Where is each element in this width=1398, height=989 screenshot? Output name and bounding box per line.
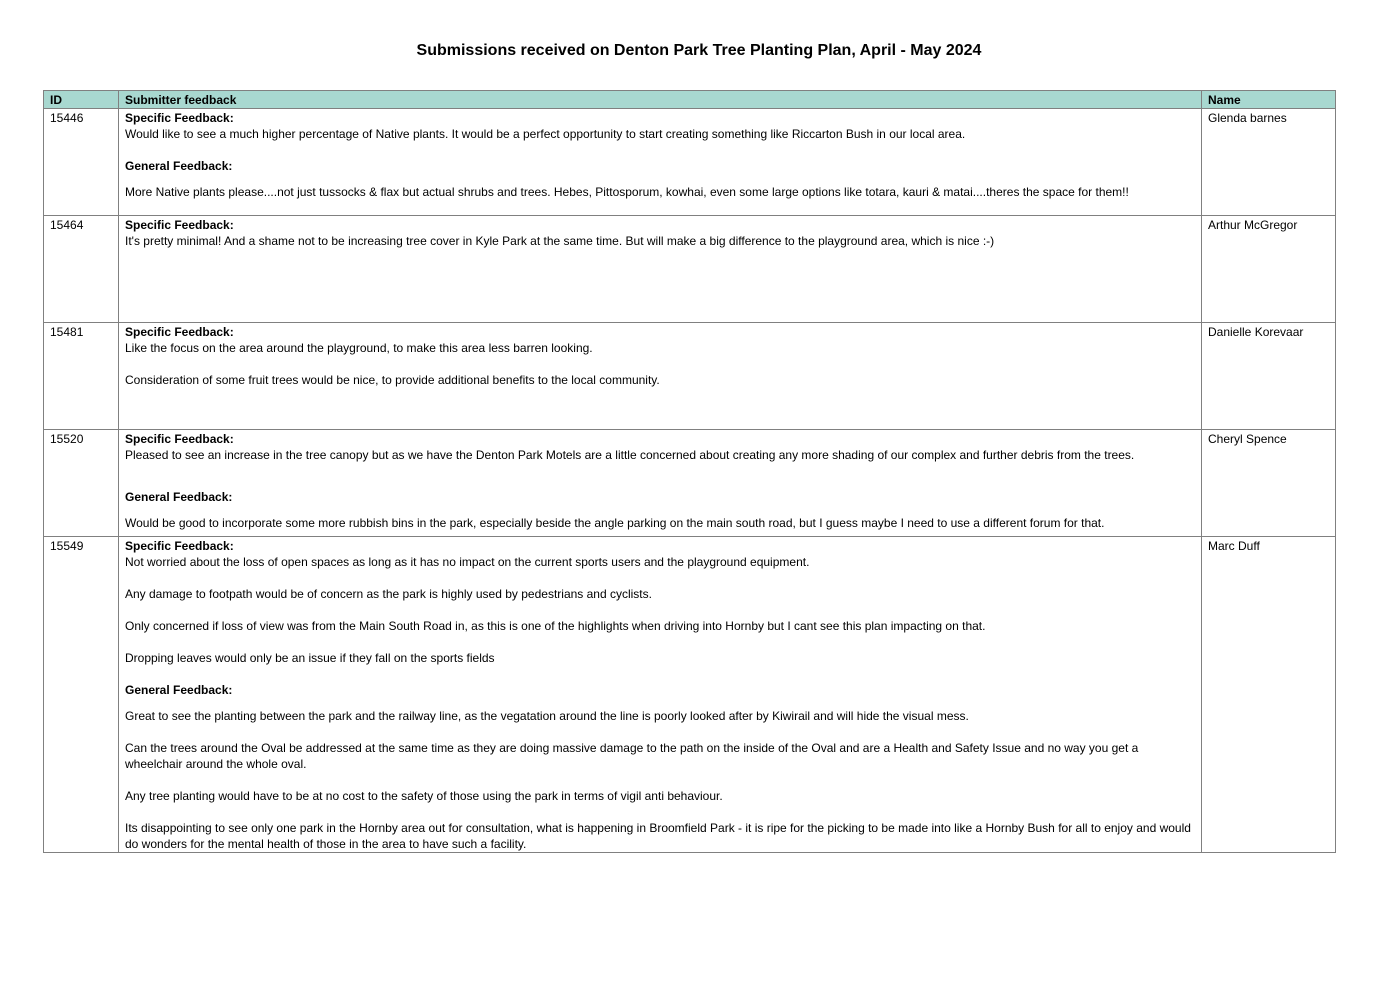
feedback-paragraph: It's pretty minimal! And a shame not to be increasing tree cover in Kyle Park at the same time. But will make a big difference to the playground area, which is nice :-) [125, 234, 995, 248]
specific-feedback-label: Specific Feedback: [125, 218, 234, 232]
feedback-paragraph: Can the trees around the Oval be addressed at the same time as they are doing massive damage to the path on the inside of the Oval and are a Health and Safety Issue and no way you get a wheelchair around the whole oval. [125, 741, 1139, 771]
general-feedback-label: General Feedback: [125, 159, 233, 173]
feedback-paragraph: Pleased to see an increase in the tree canopy but as we have the Denton Park Motels are a little concerned about creating any more shading of our complex and further debris from the trees. [125, 448, 1135, 462]
submission-id: 15464 [44, 216, 119, 323]
feedback-paragraph: Would like to see a much higher percentage of Native plants. It would be a perfect opportunity to start creating something like Riccarton Bush in our local area. [125, 127, 966, 141]
feedback-paragraph: Would be good to incorporate some more rubbish bins in the park, especially beside the angle parking on the main south road, but I guess maybe I need to use a different forum for that. [125, 516, 1105, 530]
feedback-paragraph: Not worried about the loss of open spaces as long as it has no impact on the current sports users and the playground equipment. [125, 555, 810, 569]
submission-feedback [119, 537, 1202, 853]
feedback-paragraph: Dropping leaves would only be an issue if they fall on the sports fields [125, 651, 495, 665]
table-row [44, 323, 1336, 430]
submitter-name: Danielle Korevaar [1202, 323, 1336, 430]
general-feedback-label: General Feedback: [125, 490, 233, 504]
feedback-paragraph: Its disappointing to see only one park in the Hornby area out for consultation, what is happening in Broomfield Park - it is ripe for the picking to be made into like a Hornby Bush for all to enjoy and would do wonders for the mental health of those in the area to have such a facility. [125, 821, 1191, 851]
specific-feedback-label: Specific Feedback: [125, 111, 234, 125]
table-header-row [44, 91, 1336, 109]
submission-feedback [119, 323, 1202, 430]
column-header-name: Name [1202, 91, 1336, 109]
column-header-id: ID [44, 91, 119, 109]
submissions-table [43, 90, 1336, 853]
submission-id: 15549 [44, 537, 119, 853]
table-row [44, 216, 1336, 323]
submission-feedback [119, 109, 1202, 216]
submission-feedback [119, 216, 1202, 323]
submitter-name: Cheryl Spence [1202, 430, 1336, 537]
feedback-paragraph: Great to see the planting between the park and the railway line, as the vegatation around the line is poorly looked after by Kiwirail and will hide the visual mess. [125, 709, 969, 723]
table-row [44, 109, 1336, 216]
specific-feedback-label: Specific Feedback: [125, 432, 234, 446]
submission-id: 15481 [44, 323, 119, 430]
feedback-paragraph: Only concerned if loss of view was from the Main South Road in, as this is one of the highlights when driving into Hornby but I cant see this plan impacting on that. [125, 619, 986, 633]
submission-id: 15446 [44, 109, 119, 216]
submitter-name: Arthur McGregor [1202, 216, 1336, 323]
page-title: Submissions received on Denton Park Tree Planting Plan, April - May 2024 [416, 42, 982, 59]
feedback-paragraph: Any damage to footpath would be of concern as the park is highly used by pedestrians and cyclists. [125, 587, 652, 601]
specific-feedback-label: Specific Feedback: [125, 539, 234, 553]
specific-feedback-label: Specific Feedback: [125, 325, 234, 339]
submitter-name: Marc Duff [1202, 537, 1336, 853]
column-header-feedback: Submitter feedback [119, 91, 1202, 109]
general-feedback-label: General Feedback: [125, 683, 233, 697]
feedback-paragraph: Consideration of some fruit trees would be nice, to provide additional benefits to the local community. [125, 373, 660, 387]
feedback-paragraph: More Native plants please....not just tussocks & flax but actual shrubs and trees. Hebes, Pittosporum, kowhai, even some large options like totara, kauri & matai....theres the space for them!! [125, 185, 1129, 199]
feedback-paragraph: Any tree planting would have to be at no cost to the safety of those using the park in terms of vigil anti behaviour. [125, 789, 723, 803]
submission-feedback [119, 430, 1202, 537]
feedback-paragraph: Like the focus on the area around the playground, to make this area less barren looking. [125, 341, 593, 355]
table-row [44, 537, 1336, 853]
table-row [44, 430, 1336, 537]
submission-id: 15520 [44, 430, 119, 537]
submitter-name: Glenda barnes [1202, 109, 1336, 216]
